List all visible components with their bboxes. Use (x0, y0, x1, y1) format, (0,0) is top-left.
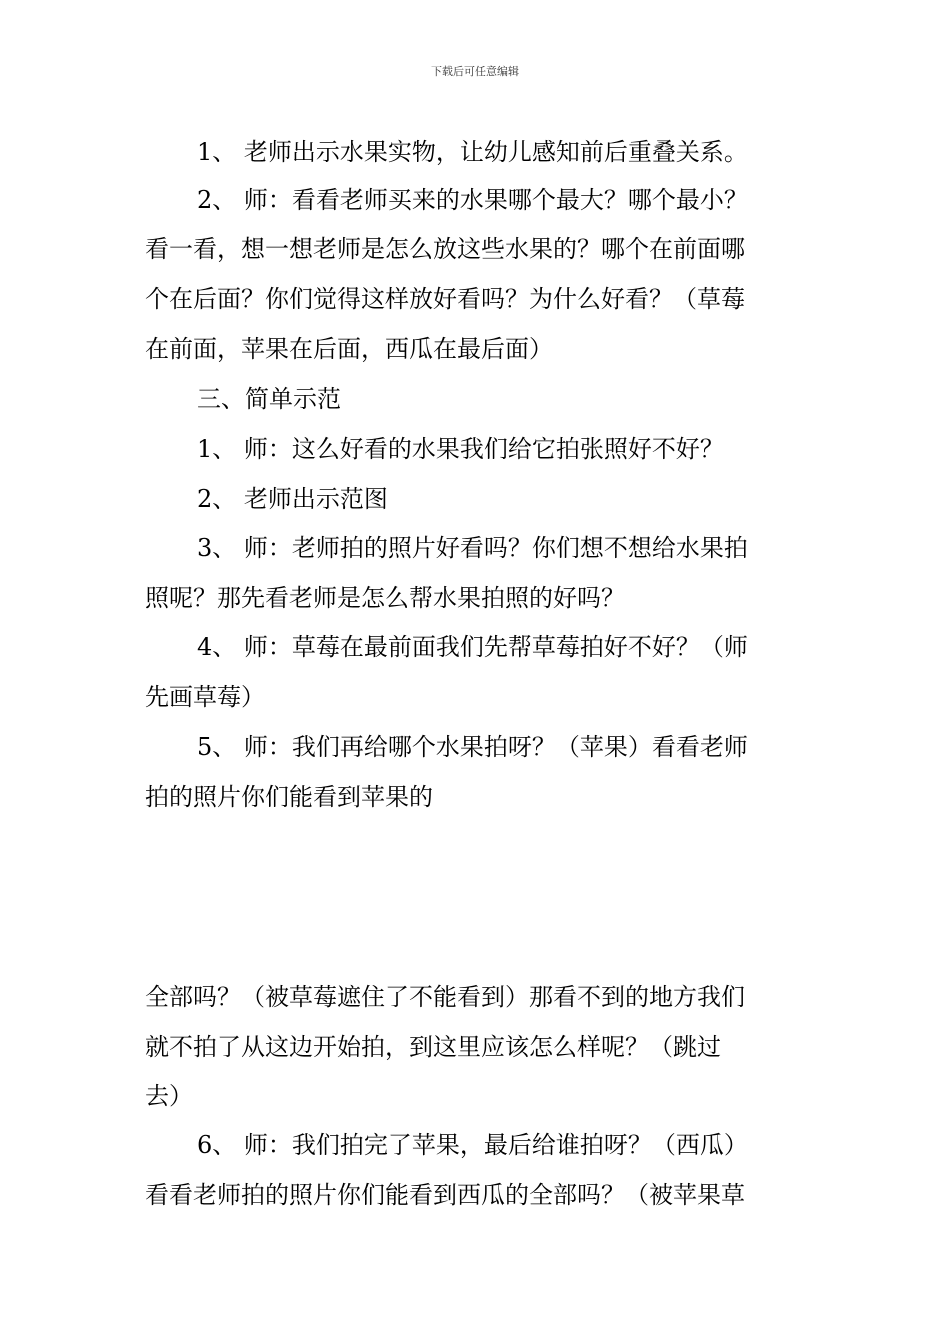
text-line: 在前面，苹果在后面，西瓜在最后面） (145, 335, 553, 363)
text-line: 照呢？那先看老师是怎么帮水果拍照的好吗？ (145, 584, 625, 612)
text-line: 1、 师：这么好看的水果我们给它拍张照好不好？ (197, 435, 724, 463)
text-line: 先画草莓） (145, 683, 265, 711)
text-line: 2、 老师出示范图 (197, 485, 388, 513)
text-line: 全部吗？（被草莓遮住了不能看到）那看不到的地方我们 (145, 983, 745, 1011)
text-line: 就不拍了从这边开始拍，到这里应该怎么样呢？（跳过 (145, 1033, 721, 1061)
text-line: 5、 师：我们再给哪个水果拍呀？（苹果）看看老师 (197, 733, 748, 761)
text-line: 个在后面？你们觉得这样放好看吗？为什么好看？（草莓 (145, 285, 745, 313)
text-line: 看看老师拍的照片你们能看到西瓜的全部吗？（被苹果草 (145, 1181, 745, 1209)
text-line: 2、 师：看看老师买来的水果哪个最大？哪个最小？ (197, 186, 748, 214)
text-line: 1、 老师出示水果实物，让幼儿感知前后重叠关系。 (197, 138, 748, 166)
text-line: 4、 师：草莓在最前面我们先帮草莓拍好不好？（师 (197, 633, 748, 661)
text-line: 拍的照片你们能看到苹果的 (145, 783, 433, 811)
page-header: 下载后可任意编辑 (431, 65, 519, 78)
section-heading: 三、简单示范 (197, 385, 341, 413)
text-line: 6、 师：我们拍完了苹果，最后给谁拍呀？（西瓜） (197, 1131, 748, 1159)
text-line: 3、 师：老师拍的照片好看吗？你们想不想给水果拍 (197, 534, 748, 562)
text-line: 看一看，想一想老师是怎么放这些水果的？哪个在前面哪 (145, 235, 745, 263)
text-line: 去） (145, 1082, 193, 1110)
